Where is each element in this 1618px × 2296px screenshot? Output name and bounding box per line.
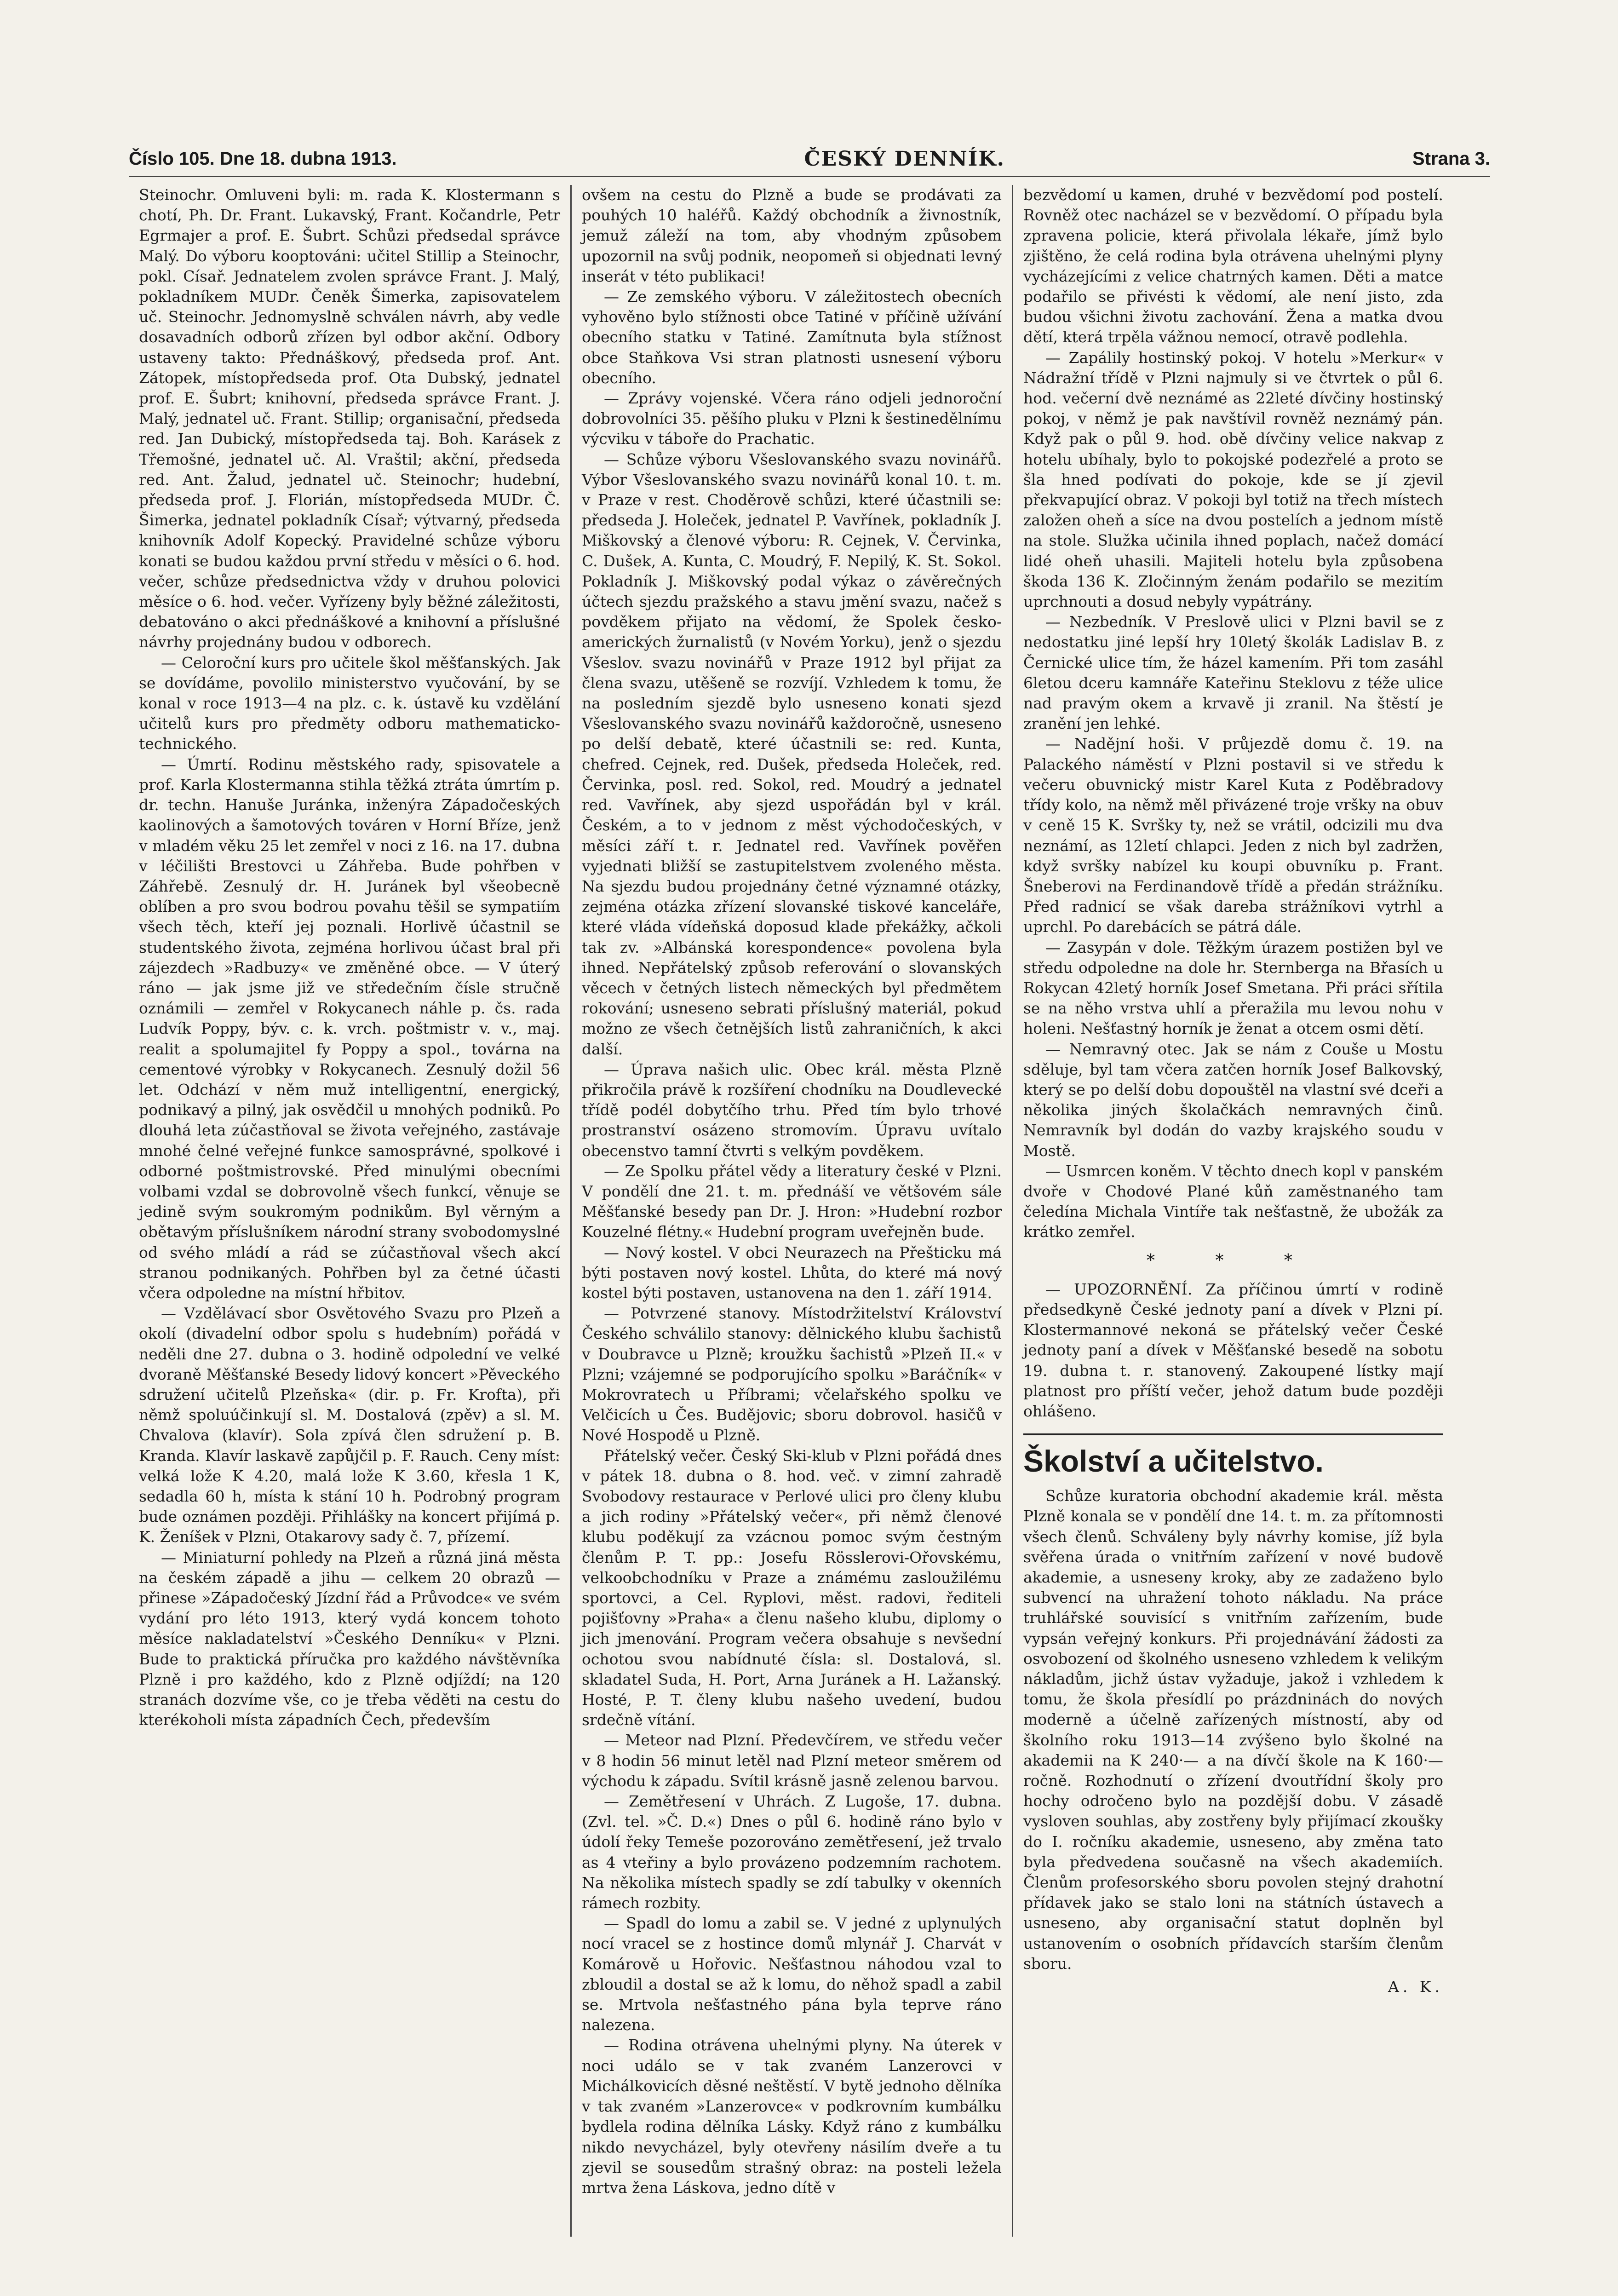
- article-paragraph: — Vzdělávací sbor Osvětového Svazu pro Plzeň a okolí (divadelní odbor spolu s hudebním) pořádá v neděli dne 27. dubna o 3. hodině odpolední ve velké dvoraně Měšťanské Besedy lidový koncert »Pěveckého sdružení učitelů Plzeňska« (dir. p. Fr. Krofta), při němž spoluúčinkují sl. M. Dostalová (zpěv) a sl. M. Chvalova (klavír). Sola zpívá člen sdružení p. B. Kranda. Klavír laskavě zapůjčil p. F. Rauch. Ceny míst: velká lože K 4.20, malá lože K 3.60, křesla 1 K, sedadla 60 h, místa k stání 10 h. Podrobný program bude oznámen později. Přihlášky na koncert přijímá p. K. Ženíšek v Plzni, Otakarovy sady č. 7, přízemí.: [139, 1304, 560, 1546]
- section-divider: [1023, 1433, 1443, 1435]
- article-paragraph: — Zemětřesení v Uhrách. Z Lugoše, 17. dubna. (Zvl. tel. »Č. D.«) Dnes o půl 6. hodině ráno bylo v údolí řeky Temeše pozorováno zemětřesení, jež trvalo as 4 vteřiny a bylo provázeno podzemním rachotem. Na několika místech spadly se zdí tabulky v okenních rámech rozbity.: [582, 1792, 1002, 1912]
- page-header: [129, 143, 1490, 177]
- article-paragraph: — Zprávy vojenské. Včera ráno odjeli jednoroční dobrovolníci 35. pěšího pluku v Plzni k šestinedělnímu výcviku v táboře do Prachatic.: [582, 389, 1002, 448]
- column-2: [570, 185, 1012, 2237]
- article-paragraph: Přátelský večer. Český Ski-klub v Plzni pořádá dnes v pátek 18. dubna o 8. hod. več. v zimní zahradě Svobodovy restaurace v Perlové ulici pro členy klubu a jich rodiny »Přátelský večer«, při němž členové klubu poděkují za vzácnou pomoc svým čestným členům P. T. pp.: Josefu Rösslerovi-Ořovskému, velkoobchodníku v Praze a známému zasloužilému sportovci, a Cel. Ryplovi, měst. radovi, řediteli pojišťovny »Praha« a členu našeho klubu, diplomy o jich jmenování. Program večera obsahuje s nevšední ochotou svou nabídnuté čísla: sl. Dostalová, sl. skladatel Suda, H. Port, Arna Juránek a H. Lažanský. Hosté, P. T. členy klubu našeho uvedení, budou srdečně vítání.: [582, 1446, 1002, 1729]
- article-paragraph: — Zapálily hostinský pokoj. V hotelu »Merkur« v Nádražní třídě v Plzni najmuly si ve čtvrtek o půl 6. hod. večerní dvě neznámé as 22leté dívčiny hostinský pokoj, v němž je pak navštívil rovněž neznámý pán. Když pak o půl 9. hod. obě dívčiny velice nakvap z hotelu ubíhaly, bylo to pokojské podezřelé a proto se šla hned podívati do pokoje, kde se jí zjevil překvapující obraz. V pokoji byl totiž na třech místech založen oheň a síce na dvou postelích a jednom místě na stole. Služka učinila ihned poplach, načež domácí lidé oheň uhasili. Majiteli hotelu byla způsobena škoda 136 K. Zločinným ženám podařilo se mezitím uprchnouti a dosud nebyly vypátrány.: [1023, 348, 1443, 611]
- article-paragraph: — Úprava našich ulic. Obec král. města Plzně přikročila právě k rozšíření chodníku na Doudlevecké třídě podél dobytčího trhu. Před tím bylo trhové prostranství osázeno stromovím. Úpravu uvítalo obecenstvo tamní čtvrti s velkým povděkem.: [582, 1060, 1002, 1160]
- article-paragraph: — Ze Spolku přátel vědy a literatury české v Plzni. V pondělí dne 21. t. m. přednáší ve většovém sále Měšťanské besedy pan Dr. J. Hron: »Hudební rozbor Kouzelné flétny.« Hudební program uveřejněn bude.: [582, 1162, 1002, 1241]
- column-3: [1012, 185, 1453, 2237]
- article-paragraph: — Celoroční kurs pro učitele škol měšťanských. Jak se dovídáme, povolilo ministerstvo vyučování, by se konal v roce 1913—4 na plz. c. k. ústavě ku vzdělání učitelů kurs pro předměty odboru mathematicko-technického.: [139, 653, 560, 753]
- section-stars: * * *: [1147, 1251, 1320, 1270]
- article-paragraph: ovšem na cestu do Plzně a bude se prodávati za pouhých 10 haléřů. Každý obchodník a živnostník, jemuž záleží na tom, aby vhodným způsobem upozornil na svůj podnik, neopomeň si objednati levný inserát v této publikaci!: [582, 186, 1002, 285]
- article-paragraph: — Schůze výboru Všeslovanského svazu novinářů. Výbor Všeslovanského svazu novinářů konal 10. t. m. v Praze v rest. Choděrově schůzi, které účastnili se: předseda J. Holeček, jednatel P. Vavřínek, pokladník J. Miškovský a členové výboru: R. Cejnek, V. Červinka, C. Dušek, A. Kunta, C. Moudrý, F. Nepilý, K. St. Sokol. Pokladník J. Miškovský podal výkaz o závěrečných účtech sjezdu pražského a stavu jmění svazu, načež s povděkem přijato na vědomí, že Spolek česko-amerických žurnalistů (v Novém Yorku), jenž o sjezdu Všeslov. svazu novinářů v Praze 1912 byl přijat za člena svazu, utěšeně se rozvíjí. Vzhledem k tomu, že na posledním sjezdě bylo usneseno konati sjezd Všeslovanského svazu novinářů každoročně, usneseno po delší debatě, které účastnili se: red. Kunta, chefred. Cejnek, red. Dušek, předseda Holeček, red. Červinka, posl. red. Sokol, red. Moudrý a jednatel red. Vavřínek, aby sjezd uspořádán byl v král. Českém, a to v jednom z měst východočeských, v měsíci září t. r. Jednatel red. Vavřínek pověřen vyjednati bližší se zastupitelstvem zvoleného města. Na sjezdu budou projednány četné významné otázky, zejména otázka zřízení slovanské tiskové kanceláře, které vláda vídeňská doposud klade překážky, ačkoli tak zv. »Albánská korespondence« povolena byla ihned. Nepřátelský způsob referování o slovanských věcech v četných listech německých byl předmětem rokování; usneseno sebrati příslušný materiál, pokud možno ze všech četnějších listů zahraničních, k akci další.: [582, 450, 1002, 1058]
- article-columns: [129, 185, 1490, 2237]
- article-paragraph: — Ze zemského výboru. V záležitostech obecních vyhověno bylo stížnosti obce Tatiné v příčině užívání obecního statku v Tatiné. Zamítnuta byla stížnost obce Staňkova Vsi stran platnosti usnesení výboru obecního.: [582, 288, 1002, 387]
- article-paragraph: — Úmrtí. Rodinu městského rady, spisovatele a prof. Karla Klostermanna stihla těžká ztráta úmrtím p. dr. techn. Hanuše Juránka, inženýra Západočeských kaolinových a šamotových továren v Horní Bříze, jenž v mladém věku 25 let zemřel v noci z 16. na 17. dubna v léčilišti Brestovci u Záhřeba. Bude pohřben v Záhřebě. Zesnulý dr. H. Juránek byl všeobecně oblíben a pro svou bodrou povahu těšil se sympatiím všech těch, kteří jej poznali. Horlivě účastnil se studentského života, zejména horlivou účast bral při zájezdech »Radbuzy« ve změněné obce. — V úterý ráno — jak jsme již ve středečním čísle stručně oznámili — zemřel v Rokycanech náhle p. čs. rada Ludvík Poppy, býv. c. k. vrch. poštmistr v. v., maj. realit a spolumajitel fy Poppy a spol., továrna na cementové výrobky v Rokycanech. Zesnulý dožil 56 let. Odchází v něm muž intelligentní, energický, podnikavý a pilný, jak osvědčil u mnohých podniků. Po dlouhá leta zúčastňoval se života veřejného, zastávaje mnohé čelné veřejné funkce samosprávné, spolkové i odborné poštmistrovské. Před minulými obecními volbami vzdal se dobrovolně všech funkcí, věnuje se jedině svým soukromým podnikům. Byl věrným a obětavým příslušníkem národní strany svobodomyslné od svého mládí a rád se zúčastňoval všech akcí stranou podnikaných. Pohřben byl za četné účasti včera odpoledne na místní hřbitov.: [139, 755, 560, 1302]
- article-paragraph: — Meteor nad Plzní. Předevčírem, ve středu večer v 8 hodin 56 minut letěl nad Plzní meteor směrem od východu k západu. Svítil krásně jasně zelenou barvou.: [582, 1731, 1002, 1790]
- article-paragraph: Schůze kuratoria obchodní akademie král. města Plzně konala se v pondělí dne 14. t. m. za přítomnosti všech členů. Schváleny byly návrhy komise, jíž byla svěřena úrada o vnitřním zařízení v nové budově akademie, a usneseny kroky, aby ze zadaženo bylo subvencí na uhražení tohoto nákladu. Na práce truhlářské souvisící s vnitřním zařízením, bude vypsán veřejný konkurs. Při projednávání žádosti za osvobození od školného usneseno vzhledem k velikým nákladům, jichž ústav vyžaduje, jakož i vzhledem k tomu, že škola přesídlí po prázdninách do nových moderně a účelně zařízených místností, aby od školního roku 1913—14 zvýšeno bylo školné na akademii na K 240·— a na dívčí škole na K 160·— ročně. Rozhodnutí o zřízení dvoutřídní školy pro hochy odročeno bylo na pozdější dobu. V zásadě vysloven souhlas, aby zostřeny byly přijímací zkoušky do I. ročníku akademie, usneseno, aby změna tato byla předvedena současně na všech akademiích. Členům profesorského sboru povolen stejný drahotní přídavek jako se stalo loni na státních ústavech a usneseno, aby organisační statut doplněn byl ustanovením o osobních přídavcích starším členům sboru.: [1023, 1487, 1443, 1973]
- page-number: Strana 3.: [1412, 148, 1490, 169]
- article-paragraph: — Miniaturní pohledy na Plzeň a různá jiná města na českém západě a jihu — celkem 20 obrazů — přinese »Západočeský Jízdní řád a Průvodce« ve svém vydání pro léto 1913, který vydá koncem tohoto měsíce nakladatelství »Českého Denníku« v Plzni. Bude to praktická příručka pro každého návštěvníka Plzně i pro každého, kdo z Plzně odjíždí; na 120 stranách dozvíme vše, co je třeba věděti na cestu do kterékoholi místa západních Čech, především: [139, 1548, 560, 1729]
- masthead-title: ČESKÝ DENNÍK.: [804, 147, 1005, 171]
- column-1: [129, 185, 570, 2237]
- notice-paragraph: — UPOZORNĚNÍ. Za příčinou úmrtí v rodině předsedkyně České jednoty paní a dívek v Plzni pí. Klostermannové nekoná se přátelský večer České jednoty paní a dívek v Měšťanské besedě na sobotu 19. dubna t. r. stanovený. Zakoupené lístky mají platnost pro příští večer, jehož datum bude později ohlášeno.: [1023, 1280, 1443, 1420]
- article-paragraph: Steinochr. Omluveni byli: m. rada K. Klostermann s chotí, Ph. Dr. Frant. Lukavský, Frant. Kočandrle, Petr Egrmajer a prof. E. Šubrt. Schůzi předsedal správce Malý. Do výboru kooptováni: učitel Stillip a Steinochr, pokl. Císař. Jednatelem zvolen správce Frant. J. Malý, pokladníkem MUDr. Čeněk Šimerka, zapisovatelem uč. Steinochr. Jednomyslně schválen návrh, aby vedle dosavadních odborů zřízen byl odbor akční. Odbory ustaveny takto: Přednáškový, předseda prof. Ant. Zátopek, místopředseda prof. Ota Dubský, jednatel prof. E. Šubrt; knihovní, předseda správce Frant. J. Malý, jednatel uč. Frant. Stillip; organisační, předseda red. Jan Dubický, místopředseda taj. Boh. Karásek z Třemošné, jednatel uč. Al. Vraštil; akční, předseda red. Ant. Žalud, jednatel uč. Steinochr; hudební, předseda prof. J. Florián, místopředseda MUDr. Č. Šimerka, jednatel pokladník Císař; výtvarný, předseda knihovník Adolf Kopecký. Pravidelné schůze výboru konati se budou každou první středu v měsíci o 6. hod. večer, schůze předsednictva vždy v druhou polovici měsíce o 6. hod. večer. Vyřízeny byly běžné záležitosti, debatováno o akci přednáškové a knihovní a příslušné návrhy projednány budou v odborech.: [139, 186, 560, 651]
- article-paragraph: — Spadl do lomu a zabil se. V jedné z uplynulých nocí vracel se z hostince domů mlynář J. Charvát v Komárově u Hořovic. Nešťastnou náhodou vzal to zbloudil a dostal se až k lomu, do něhož spadl a zabil se. Mrtvola nešťastného pána byla teprve ráno nalezena.: [582, 1914, 1002, 2034]
- newspaper-page: [129, 143, 1490, 2250]
- article-paragraph: — Potvrzené stanovy. Místodržitelství Království Českého schválilo stanovy: dělnického klubu šachistů v Doubravce u Plzně; kroužku šachistů »Plzeň II.« v Plzni; vzájemné se podporujícího spolku »Baráčník« v Mokrovratech u Příbrami; včelařského spolku ve Velčicích u Čes. Budějovic; sboru dobrovol. hasičů v Nové Hospodě u Plzně.: [582, 1304, 1002, 1444]
- article-paragraph: — Nemravný otec. Jak se nám z Couše u Mostu sděluje, byl tam včera zatčen horník Josef Balkovský, který se po delší dobu dopouštěl na vlastní své dceři a několika jiných školačkách nemravných činů. Nemravník byl dodán do vazby krajského soudu v Mostě.: [1023, 1040, 1443, 1160]
- article-paragraph: — Zasypán v dole. Těžkým úrazem postižen byl ve středu odpoledne na dole hr. Sternberga na Břasích u Rokycan 42letý horník Josef Smetana. Při práci sřítila se na něho vrstva uhlí a přeražila mu levou nohu v holeni. Nešťastný horník je ženat a otcem osmi dětí.: [1023, 938, 1443, 1038]
- article-paragraph: — Rodina otrávena uhelnými plyny. Na úterek v noci událo se v tak zvaném Lanzerovci v Michálkovicích děsné neštěstí. V bytě jednoho dělníka v tak zvaném »Lanzerovce« v podkrovním kumbálku bydlela rodina dělníka Lásky. Když ráno z kumbálku nikdo nevycházel, byly otevřeny násilím dveře a tu zjevil se sousedům strašný obraz: na posteli ležela mrtva žena Láskova, jedno dítě v: [582, 2036, 1002, 2197]
- section-title: Školství a učitelstvo.: [1023, 1444, 1324, 1479]
- article-paragraph: — Nezbedník. V Preslově ulici v Plzni bavil se z nedostatku jiné lepší hry 10letý školák Ladislav B. z Černické ulice tím, že házel kamením. Při tom zasáhl 6letou dceru kamnáře Kateřinu Steklovu z téže ulice nad pravým okem a krvavě ji zranil. Na štěstí je zranění jen lehké.: [1023, 613, 1443, 733]
- article-paragraph: — Usmrcen koněm. V těchto dnech kopl v panském dvoře v Chodové Plané kůň zaměstnaného tam čeledína Michala Vintíře tak nešťastně, že ubožák za krátko zemřel.: [1023, 1162, 1443, 1241]
- article-paragraph: — Nadějní hoši. V průjezdě domu č. 19. na Palackého náměstí v Plzni postavil si ve středu k večeru obuvnický mistr Karel Kuta z Poděbradovy třídy kolo, na němž měl přivázené troje vršky na obuv v ceně 15 K. Svršky ty, než se vrátil, odcizili mu dva neznámí, as 12letí chlapci. Jeden z nich byl zadržen, když svršky nabízel ku koupi obuvníku p. Frant. Šneberovi na Ferdinandově třídě a předán strážníku. Před radnicí se však dareba strážníkovi vytrhl a uprchl. Po darebácích se pátrá dále.: [1023, 735, 1443, 936]
- article-paragraph: — Nový kostel. V obci Neurazech na Přešticku má býti postaven nový kostel. Lhůta, do které má nový kostel býti postaven, ustanovena na den 1. září 1914.: [582, 1243, 1002, 1302]
- article-paragraph: bezvědomí u kamen, druhé v bezvědomí pod postelí. Rovněž otec nacházel se v bezvědomí. O případu byla zpravena policie, která přivolala lékaře, jímž bylo zjištěno, že celá rodina byla otrávena uhelnými plyny vycházejícími z velice chatrných kamen. Děti a matce podařilo se přivésti k vědomí, ale není jisto, zda budou všichni životu zachování. Žena a matka dvou dětí, která trpěla vážnou nemocí, otravě podlehla.: [1023, 186, 1443, 346]
- author-signature: A. K.: [1388, 1978, 1443, 1996]
- issue-date: Číslo 105. Dne 18. dubna 1913.: [129, 148, 397, 169]
